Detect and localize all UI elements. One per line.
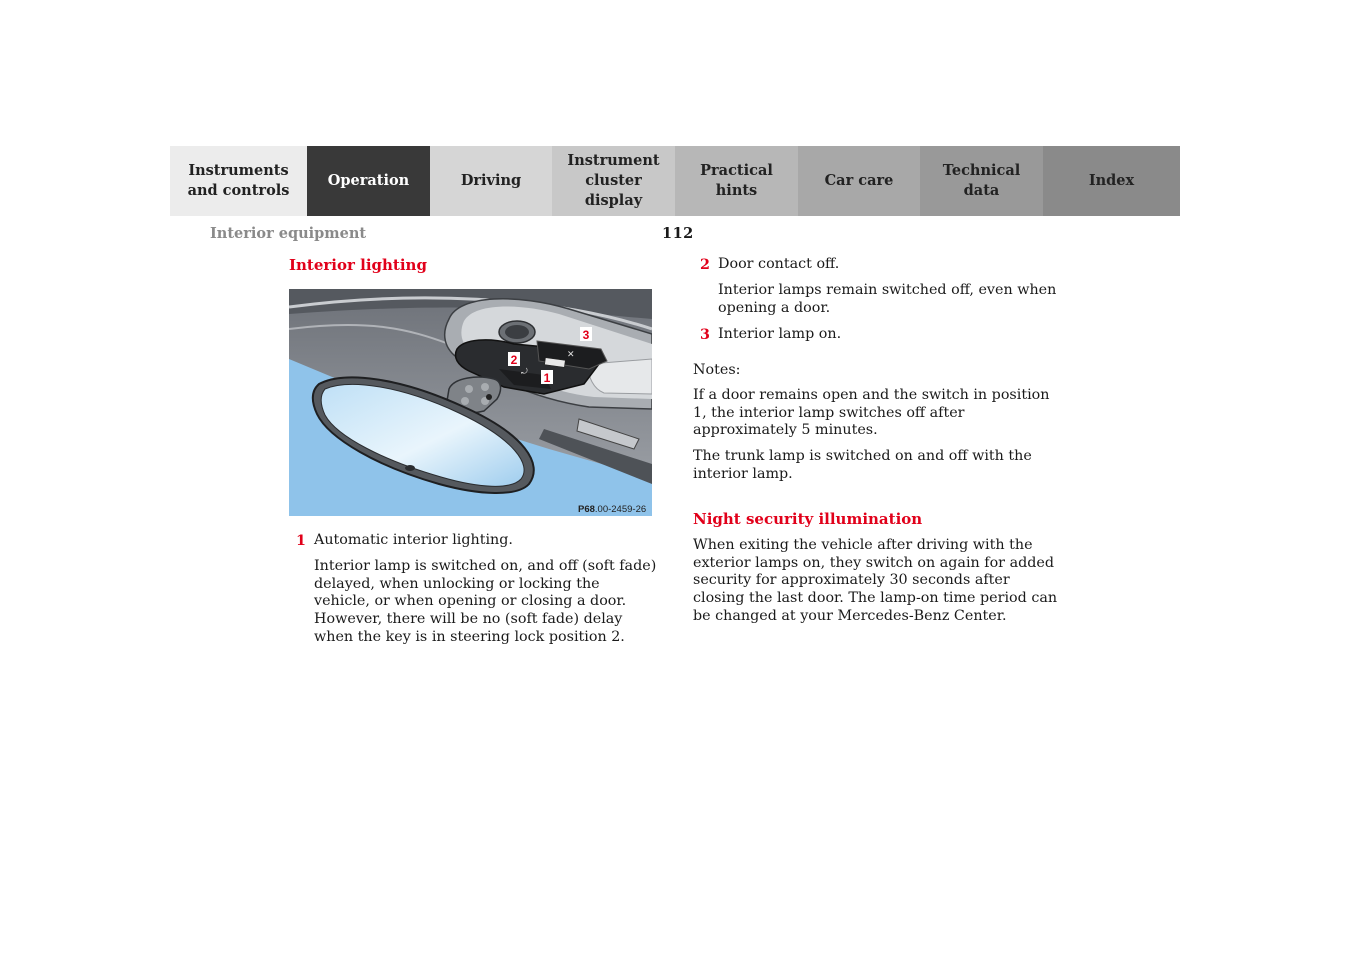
note-2: The trunk lamp is switched on and off with the interior lamp. bbox=[693, 448, 1032, 482]
page-number: 112 bbox=[662, 225, 694, 242]
tab-index[interactable]: Index bbox=[1043, 146, 1180, 216]
tab-technical-data[interactable]: Technical data bbox=[920, 146, 1043, 216]
tab-instruments-and-controls[interactable]: Instruments and controls bbox=[170, 146, 307, 216]
item-1-number: 1 bbox=[296, 533, 306, 549]
notes-label: Notes: bbox=[693, 362, 741, 378]
chapter-tabs bbox=[170, 146, 1180, 216]
item-1-description: Interior lamp is switched on, and off (soft fade) delayed, when unlocking or locking the vehicle, or when opening or closing a door. However, there will be no (soft fade) delay when the key is in steering lock position 2. bbox=[314, 558, 657, 645]
callout-1: 1 bbox=[543, 371, 551, 385]
item-1-title: Automatic interior lighting. bbox=[314, 532, 513, 548]
svg-text:⤾: ⤾ bbox=[521, 367, 528, 376]
item-2-description: Interior lamps remain switched off, even when opening a door. bbox=[718, 282, 1057, 316]
tab-instrument-cluster-display[interactable]: Instrument cluster display bbox=[552, 146, 675, 216]
item-2-title: Door contact off. bbox=[718, 256, 840, 272]
svg-text:✕: ✕ bbox=[567, 350, 575, 360]
tab-practical-hints[interactable]: Practical hints bbox=[675, 146, 798, 216]
overhead-console-drawing bbox=[289, 289, 652, 516]
tab-car-care[interactable]: Car care bbox=[798, 146, 920, 216]
night-security-heading: Night security illumination bbox=[693, 510, 923, 528]
interior-lighting-heading: Interior lighting bbox=[289, 256, 427, 274]
tab-driving[interactable]: Driving bbox=[430, 146, 552, 216]
callout-2: 2 bbox=[510, 353, 518, 367]
figure-code: P68.00-2459-26 bbox=[578, 504, 647, 515]
item-3-title: Interior lamp on. bbox=[718, 326, 842, 342]
note-1: If a door remains open and the switch in position 1, the interior lamp switches off after approximately 5 minutes. bbox=[693, 387, 1050, 439]
interior-lighting-illustration bbox=[289, 289, 652, 516]
item-3-number: 3 bbox=[700, 327, 710, 343]
tab-operation[interactable]: Operation bbox=[307, 146, 430, 216]
night-security-paragraph: When exiting the vehicle after driving with the exterior lamps on, they switch on again for added security for approximately 30 seconds after closing the last door. The lamp-on time period can be changed at your Mercedes-Benz Center. bbox=[693, 537, 1058, 624]
callout-3: 3 bbox=[582, 328, 590, 342]
item-2-number: 2 bbox=[700, 257, 710, 273]
section-title: Interior equipment bbox=[210, 225, 367, 242]
